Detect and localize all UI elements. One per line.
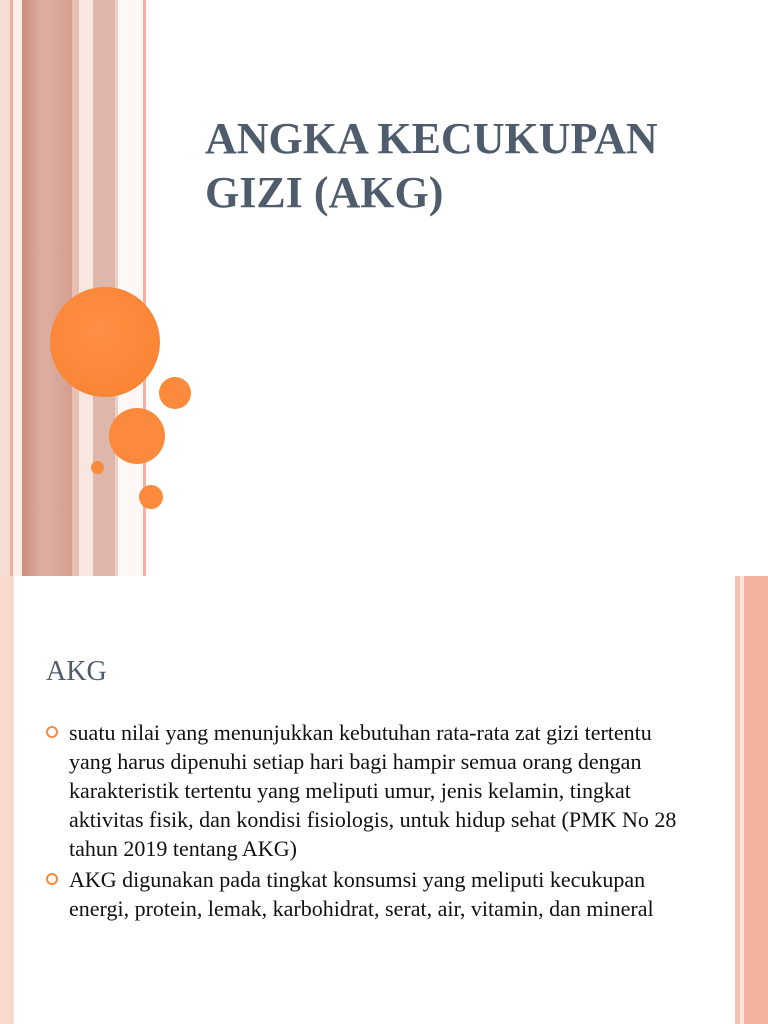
slide-title-line1: ANGKA KECUKUPAN [205, 114, 658, 163]
decor-edge-left [0, 576, 14, 1024]
content-slide [0, 576, 768, 1024]
bullet-item [44, 865, 684, 923]
ring-bullet-icon [46, 873, 58, 885]
decor-stripe [22, 0, 72, 576]
decor-circle-medium [109, 408, 165, 464]
bullet-list [44, 718, 684, 925]
decor-stripe [118, 0, 143, 576]
bullet-item [44, 718, 684, 863]
content-heading: AKG [46, 656, 107, 687]
decor-circle-tiny [91, 461, 104, 474]
bullet-text: AKG digunakan pada tingkat konsumsi yang meliputi kecukupan energi, protein, lemak, karbohidrat, serat, air, vitamin, dan mineral [69, 867, 654, 921]
decor-stripe [0, 0, 10, 576]
decor-circle-small [159, 377, 191, 409]
slide-title-line2: GIZI (AKG) [205, 168, 444, 217]
decor-circle-large [50, 287, 160, 397]
decor-circle-small [139, 485, 163, 509]
bullet-text: suatu nilai yang menunjukkan kebutuhan rata-rata zat gizi tertentu yang harus dipenuhi setiap hari bagi hampir semua orang dengan karakteristik tertentu yang meliputi umur, jenis kelamin, tingkat aktivitas fisik, dan kondisi fisiologis, untuk hidup sehat (PMK No 28 tahun 2019 tentang AKG) [69, 720, 677, 861]
decor-stripe [13, 0, 22, 576]
ring-bullet-icon [46, 726, 58, 738]
slide-title [205, 112, 745, 220]
decor-edge-right [744, 576, 768, 1024]
decor-stripe [72, 0, 79, 576]
